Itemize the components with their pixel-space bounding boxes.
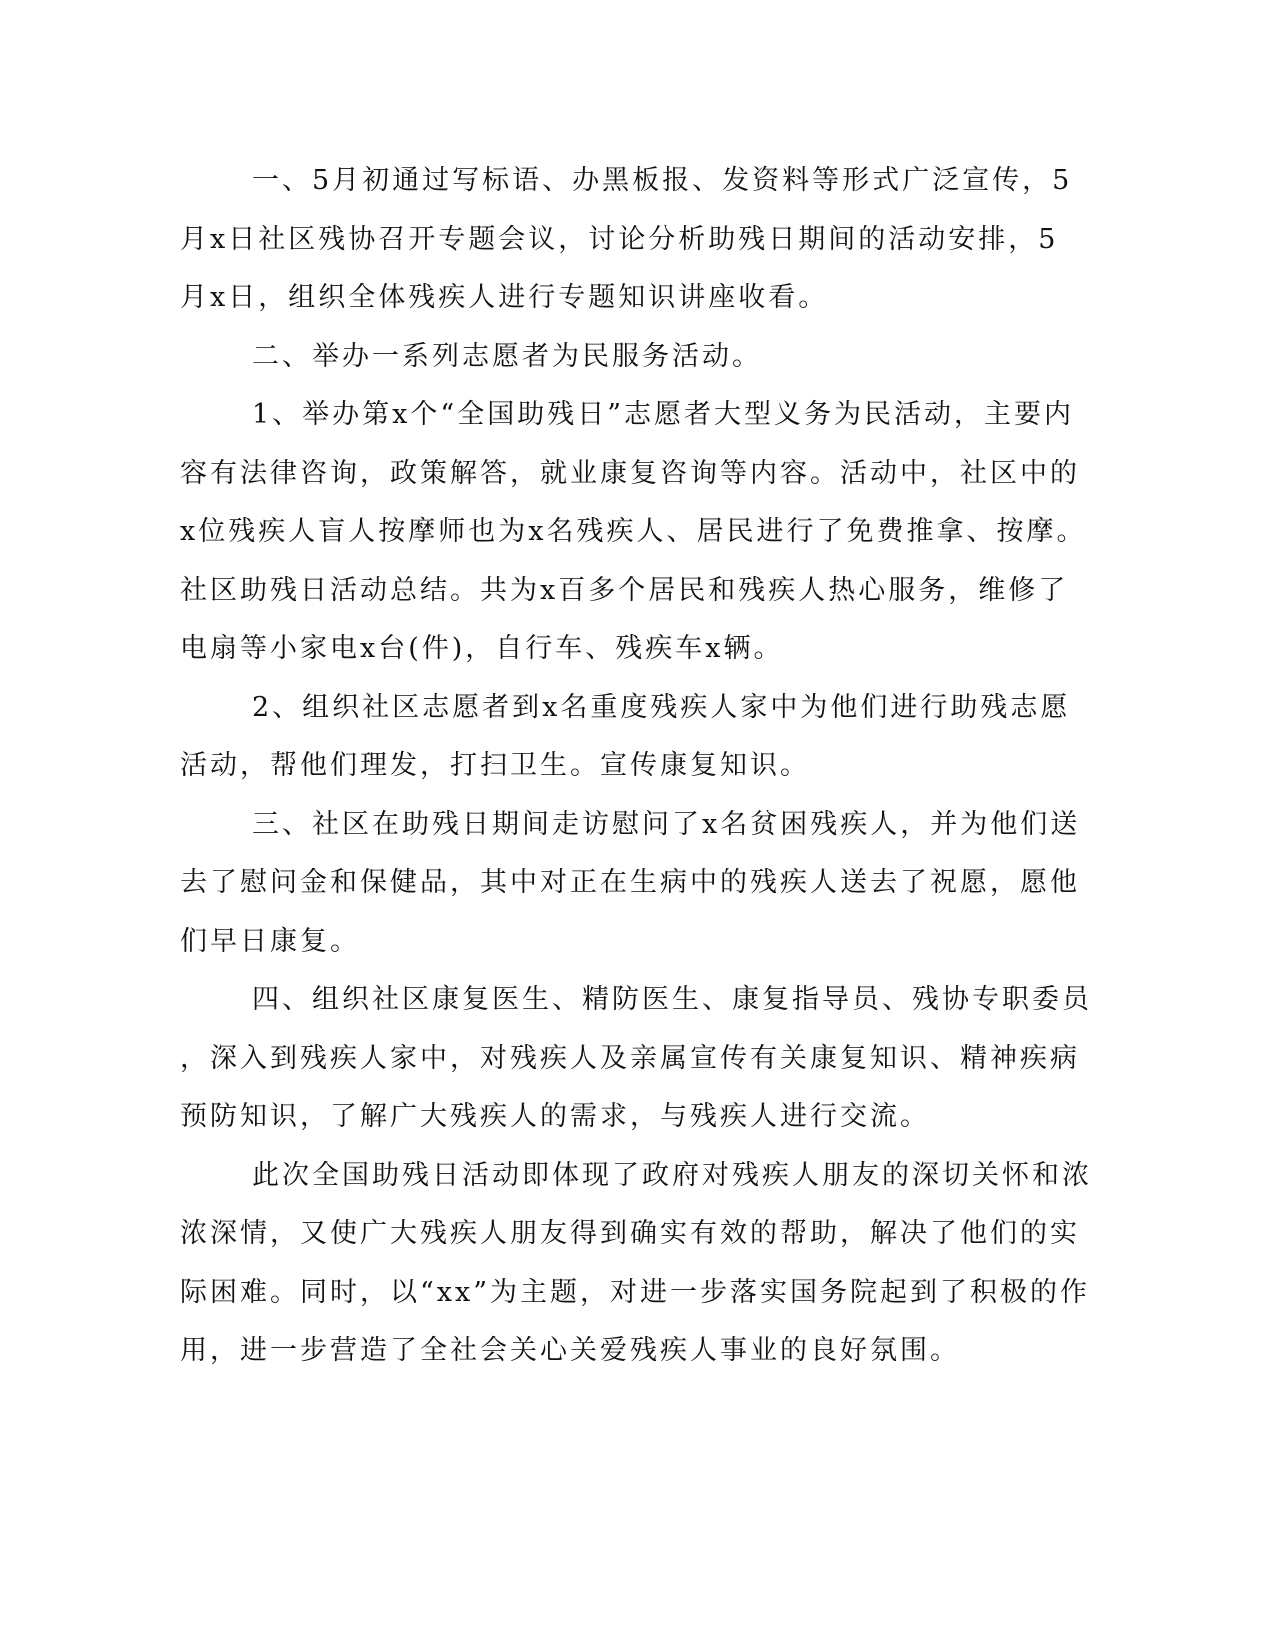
paragraph-line: 活动，帮他们理发，打扫卫生。宣传康复知识。 xyxy=(180,750,810,781)
paragraph-line: 二、举办一系列志愿者为民服务活动。 xyxy=(252,340,762,372)
paragraph-line: 四、组织社区康复医生、精防医生、康复指导员、残协专职委员 xyxy=(252,984,1092,1015)
paragraph-line: 预防知识，了解广大残疾人的需求，与残疾人进行交流。 xyxy=(180,1101,930,1132)
paragraph-line: 际困难。同时，以“xx”为主题，对进一步落实国务院起到了积极的作 xyxy=(180,1276,1091,1308)
paragraph-volunteer-heading xyxy=(180,328,1030,387)
paragraph-line: 去了慰问金和保健品，其中对正在生病中的残疾人送去了祝愿，愿他 xyxy=(180,867,1080,898)
paragraph-publicity xyxy=(180,152,1073,328)
document-page xyxy=(180,152,1092,1381)
paragraph-volunteer-activity-1 xyxy=(180,386,1087,679)
paragraph-rehabilitation xyxy=(180,971,1092,1147)
paragraph-line: 此次全国助残日活动即体现了政府对残疾人朋友的深切关怀和浓 xyxy=(252,1159,1092,1191)
paragraph-line: 三、社区在助残日期间走访慰问了x名贫困残疾人，并为他们送 xyxy=(252,808,1081,840)
paragraph-line: 电扇等小家电x台(件)，自行车、残疾车x辆。 xyxy=(180,633,784,664)
paragraph-line: 2、组织社区志愿者到x名重度残疾人家中为他们进行助残志愿 xyxy=(252,691,1071,723)
paragraph-line: 1、举办第x个“全国助残日”志愿者大型义务为民活动，主要内 xyxy=(252,399,1075,430)
paragraph-line: ，深入到残疾人家中，对残疾人及亲属宣传有关康复知识、精神疾病 xyxy=(180,1042,1080,1074)
paragraph-line: 月x日，组织全体残疾人进行专题知识讲座收看。 xyxy=(180,282,829,313)
paragraph-line: 用，进一步营造了全社会关心关爱残疾人事业的良好氛围。 xyxy=(180,1335,960,1366)
paragraph-visits xyxy=(180,796,1081,972)
paragraph-line: 浓深情，又使广大残疾人朋友得到确实有效的帮助，解决了他们的实 xyxy=(180,1218,1080,1249)
paragraph-conclusion xyxy=(180,1147,1092,1381)
paragraph-line: x位残疾人盲人按摩师也为x名残疾人、居民进行了免费推拿、按摩。 xyxy=(180,516,1087,547)
paragraph-volunteer-activity-2 xyxy=(180,679,1071,796)
paragraph-line: 月x日社区残协召开专题会议，讨论分析助残日期间的活动安排，5 xyxy=(180,223,1059,255)
paragraph-line: 们早日康复。 xyxy=(180,925,360,957)
paragraph-line: 一、5月初通过写标语、办黑板报、发资料等形式广泛宣传，5 xyxy=(252,165,1073,196)
paragraph-line: 社区助残日活动总结。共为x百多个居民和残疾人热心服务，维修了 xyxy=(180,574,1069,606)
paragraph-line: 容有法律咨询，政策解答，就业康复咨询等内容。活动中，社区中的 xyxy=(180,457,1080,489)
